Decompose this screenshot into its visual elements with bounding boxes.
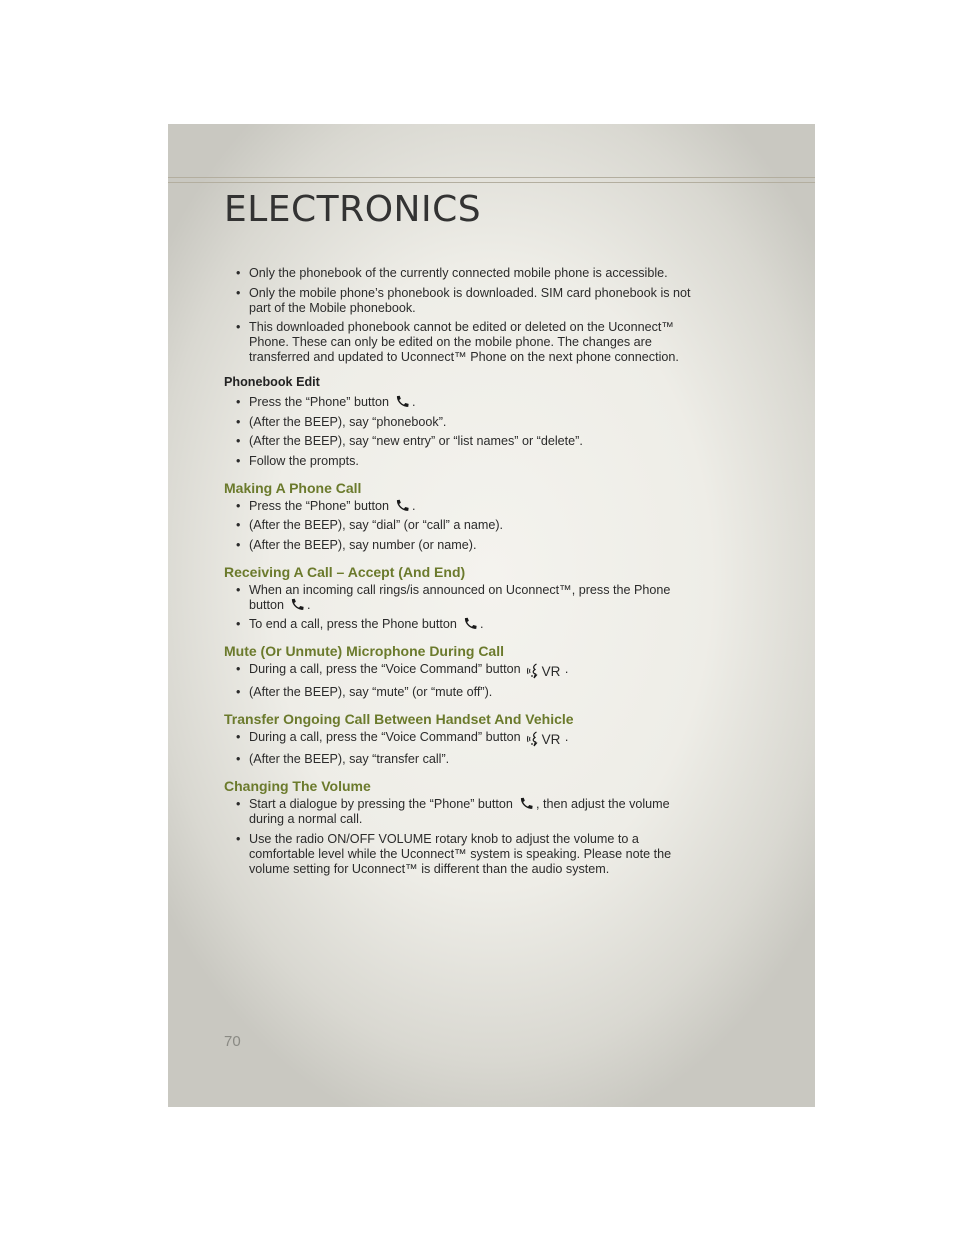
- period: .: [412, 498, 416, 513]
- phone-icon: [463, 617, 478, 630]
- list-item: • This downloaded phonebook cannot be edited or deleted on the Uconnect™ Phone. These can only be edited on the mobile phone. The changes are transferred and updated to Uconnect™ Phone on the next phone connection.: [224, 320, 694, 365]
- list-item: • Only the phonebook of the currently connected mobile phone is accessible.: [224, 266, 694, 281]
- manual-page: [168, 124, 815, 1107]
- mute-list: [224, 662, 694, 700]
- phone-icon: [395, 395, 410, 408]
- period: .: [412, 395, 416, 409]
- list-item: • Use the radio ON/OFF VOLUME rotary knob to adjust the volume to a comfortable level while the Uconnect™ system is speaking. Please note the volume setting for Uconnect™ is different than the audio system.: [224, 832, 694, 877]
- phone-icon: [519, 797, 534, 810]
- list-item: • Only the mobile phone’s phonebook is downloaded. SIM card phonebook is not part of the Mobile phonebook.: [224, 286, 694, 316]
- list-item: [224, 730, 694, 748]
- vr-label: VR: [541, 664, 561, 679]
- list-item-text: To end a call, press the Phone button: [249, 617, 457, 631]
- phone-icon: [290, 598, 305, 611]
- phonebook-edit-list: [224, 395, 694, 469]
- header-rule-bottom: [168, 182, 815, 183]
- period: .: [564, 662, 569, 676]
- volume-list: [224, 797, 694, 877]
- page-title: ELECTRONICS: [224, 189, 482, 230]
- list-item: • (After the BEEP), say “new entry” or “list names” or “delete”.: [224, 434, 694, 449]
- list-item: • Follow the prompts.: [224, 454, 694, 469]
- vr-label: VR: [541, 731, 561, 747]
- header-rule-top: [168, 177, 815, 178]
- list-item-text: Press the “Phone” button: [249, 395, 390, 409]
- volume-heading: Changing The Volume: [224, 778, 371, 794]
- list-item: [224, 617, 694, 632]
- list-item: [224, 583, 694, 613]
- period: .: [564, 729, 569, 744]
- phonebook-edit-heading: Phonebook Edit: [224, 375, 320, 389]
- making-call-list: [224, 499, 694, 553]
- list-item: [224, 499, 694, 514]
- list-item: • (After the BEEP), say “phonebook”.: [224, 415, 694, 430]
- page-content: [224, 266, 694, 881]
- list-item: • (After the BEEP), say “dial” (or “call” a name).: [224, 518, 694, 533]
- voice-command-icon: [527, 663, 561, 680]
- list-item-text: Press the “Phone” button: [249, 498, 390, 513]
- list-item-text: , then adjust the volume during a normal call.: [249, 797, 670, 826]
- list-item-text: When an incoming call rings/is announced on Uconnect™, press the Phone button: [249, 582, 671, 612]
- making-call-heading: Making A Phone Call: [224, 479, 362, 496]
- list-item-text: Start a dialogue by pressing the “Phone” button: [249, 797, 513, 811]
- list-item: [224, 797, 694, 827]
- list-item: • (After the BEEP), say “transfer call”.: [224, 752, 694, 767]
- list-item: [224, 395, 694, 410]
- voice-command-icon: [527, 731, 561, 748]
- list-item: • (After the BEEP), say “mute” (or “mute off”).: [224, 685, 694, 700]
- transfer-list: [224, 730, 694, 768]
- list-item: • (After the BEEP), say number (or name).: [224, 538, 694, 553]
- period: .: [479, 617, 484, 631]
- page-number: 70: [224, 1033, 241, 1050]
- period: .: [307, 597, 311, 612]
- list-item-text: During a call, press the “Voice Command” button: [249, 729, 521, 744]
- mute-heading: Mute (Or Unmute) Microphone During Call: [224, 643, 504, 659]
- receiving-call-list: [224, 583, 694, 633]
- list-item-text: During a call, press the “Voice Command” button: [249, 662, 521, 676]
- list-item: [224, 662, 694, 680]
- phone-icon: [395, 499, 410, 512]
- transfer-heading: Transfer Ongoing Call Between Handset And Vehicle: [224, 710, 574, 727]
- intro-list: [224, 266, 694, 365]
- receiving-call-heading: Receiving A Call – Accept (And End): [224, 563, 466, 580]
